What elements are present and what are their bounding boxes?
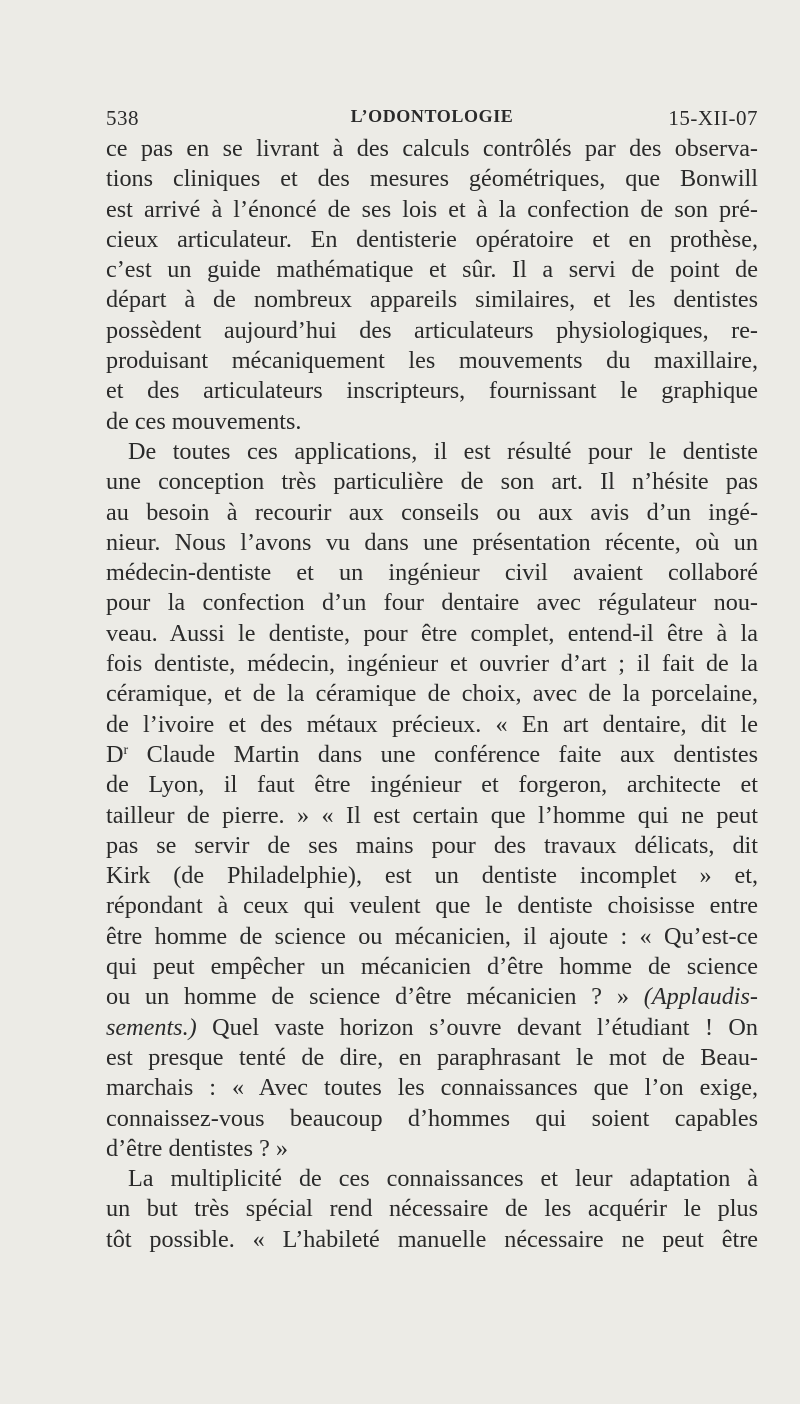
text-line: connaissez-vous beaucoup d’hommes qui soient capables <box>106 1104 758 1132</box>
text-line: médecin-dentiste et un ingénieur civil avaient collaboré <box>106 559 758 587</box>
text-line: produisant mécaniquement les mouvements du maxillaire, <box>106 347 758 375</box>
page-number: 538 <box>106 106 139 130</box>
text-line: Kirk (de Philadelphie), est un dentiste incomplet » et, <box>106 862 758 890</box>
italic-text: sements.) <box>106 1013 197 1041</box>
text-fragment: ou un homme de science d’être mécanicien ? » <box>106 983 644 1011</box>
text-line: tions cliniques et des mesures géométriques, que Bonwill <box>106 165 758 193</box>
text-line: tôt possible. « L’habileté manuelle nécessaire ne peut être <box>106 1225 758 1253</box>
body-text <box>106 134 758 1255</box>
text-line: De toutes ces applications, il est résulté pour le dentiste <box>128 437 758 465</box>
text-line: veau. Aussi le dentiste, pour être complet, entend-il être à la <box>106 619 758 647</box>
text-line: de Lyon, il faut être ingénieur et forgeron, architecte et <box>106 771 758 799</box>
doctor-abbrev: D <box>106 740 124 768</box>
text-line: tailleur de pierre. » « Il est certain que l’homme qui ne peut <box>106 801 758 829</box>
text-line: nieur. Nous l’avons vu dans une présentation récente, où un <box>106 528 758 556</box>
text-line <box>106 982 758 1012</box>
text-line: départ à de nombreux appareils similaires, et les dentistes <box>106 286 758 314</box>
text-line: qui peut empêcher un mécanicien d’être homme de science <box>106 953 758 981</box>
page <box>106 100 758 1255</box>
paragraph-1 <box>106 134 758 437</box>
text-line: de ces mouvements. <box>106 407 302 435</box>
text-line: ce pas en se livrant à des calculs contrôlés par des observa- <box>106 135 758 162</box>
text-line: possèdent aujourd’hui des articulateurs physiologiques, re- <box>106 316 758 344</box>
text-line: est arrivé à l’énoncé de ses lois et à la confection de son pré- <box>106 195 758 223</box>
text-line: de l’ivoire et des métaux précieux. « En art dentaire, dit le <box>106 710 758 738</box>
journal-title: L’ODONTOLOGIE <box>350 106 514 126</box>
text-line: c’est un guide mathématique et sûr. Il a servi de point de <box>106 256 758 284</box>
text-line: d’être dentistes ? » <box>106 1134 289 1162</box>
issue-date: 15-XII-07 <box>668 106 758 130</box>
text-fragment: Claude Martin dans une conférence faite aux dentistes <box>128 740 758 768</box>
text-line: marchais : « Avec toutes les connaissances que l’on exige, <box>106 1074 758 1102</box>
paragraph-2 <box>106 437 758 1164</box>
text-line: céramique, et de la céramique de choix, avec de la porcelaine, <box>106 680 758 708</box>
text-line: un but très spécial rend nécessaire de les acquérir le plus <box>106 1195 758 1223</box>
text-line <box>106 740 758 770</box>
text-line <box>106 1013 758 1043</box>
text-line: La multiplicité de ces connaissances et leur adaptation à <box>128 1165 758 1193</box>
text-line: pour la confection d’un four dentaire avec régulateur nou- <box>106 589 758 617</box>
text-line: au besoin à recourir aux conseils ou aux avis d’un ingé- <box>106 498 758 526</box>
italic-text: (Applaudis- <box>643 983 758 1011</box>
text-line: fois dentiste, médecin, ingénieur et ouvrier d’art ; il fait de la <box>106 650 758 678</box>
text-line: pas se servir de ses mains pour des travaux délicats, dit <box>106 831 758 859</box>
text-line: être homme de science ou mécanicien, il ajoute : « Qu’est-ce <box>106 922 758 950</box>
text-line: est presque tenté de dire, en paraphrasant le mot de Beau- <box>106 1043 758 1071</box>
doctor-abbrev-superscript: r <box>123 742 129 758</box>
text-line: et des articulateurs inscripteurs, fournissant le graphique <box>106 377 758 405</box>
text-line: une conception très particulière de son art. Il n’hésite pas <box>106 468 758 496</box>
paragraph-3 <box>106 1164 758 1255</box>
text-line: répondant à ceux qui veulent que le dentiste choisisse entre <box>106 892 758 920</box>
text-line: cieux articulateur. En dentisterie opératoire et en prothèse, <box>106 225 758 253</box>
running-header <box>106 100 758 134</box>
text-fragment: Quel vaste horizon s’ouvre devant l’étudiant ! On <box>196 1013 758 1041</box>
